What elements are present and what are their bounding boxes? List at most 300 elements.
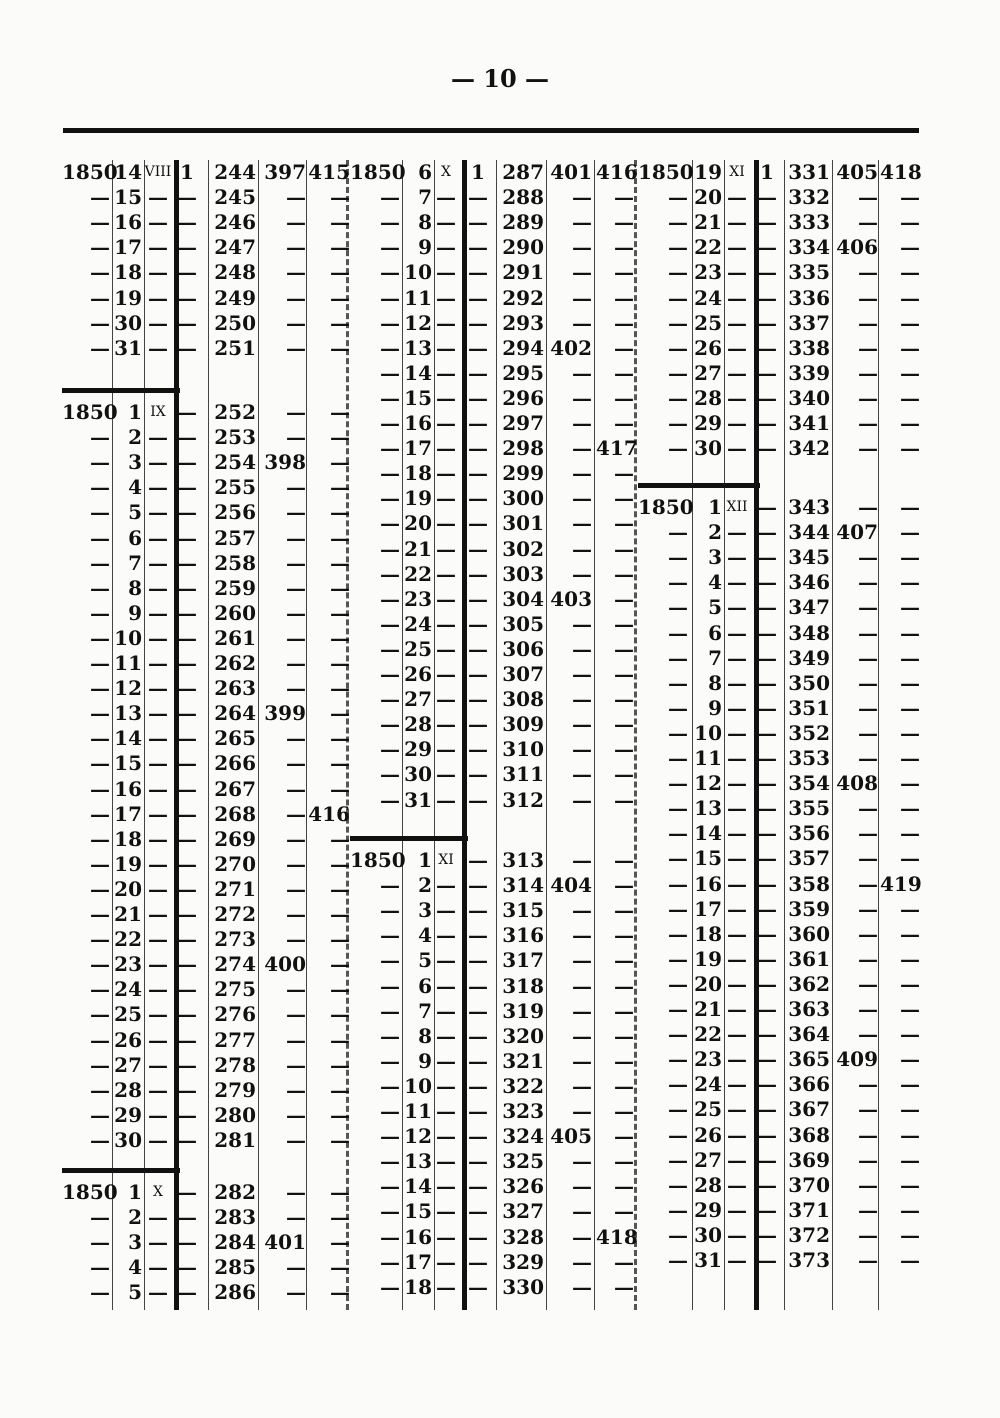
ref-cell: — — [858, 846, 878, 871]
year-cell: — — [380, 762, 400, 787]
day-cell: 14 — [114, 726, 142, 751]
day-cell: 10 — [404, 260, 432, 285]
ref-cell: — — [858, 1122, 878, 1147]
ref-cell: — — [286, 1052, 306, 1077]
day-cell: 29 — [114, 1102, 142, 1127]
ref-cell: — — [286, 776, 306, 801]
ref-cell: — — [858, 746, 878, 770]
flag-cell: — — [177, 977, 197, 1002]
year-cell: — — [380, 923, 400, 948]
month-cell: — — [436, 285, 456, 310]
table-row — [638, 595, 920, 620]
number-cell: 339 — [788, 360, 830, 385]
number-cell: 274 — [214, 952, 256, 977]
flag-cell: — — [468, 1048, 488, 1073]
month-cell: — — [727, 846, 747, 871]
table-row — [638, 646, 920, 671]
ref2-cell: — — [900, 645, 920, 670]
table-row — [62, 751, 348, 776]
ref2-cell: — — [900, 771, 920, 796]
table-row — [62, 1230, 348, 1255]
ref2-cell: — — [900, 210, 920, 235]
table-row — [638, 495, 920, 520]
ref2-cell: — — [900, 1097, 920, 1122]
ref-cell: — — [858, 645, 878, 670]
flag-cell: — — [468, 486, 488, 511]
ref-cell: — — [858, 1172, 878, 1197]
table-row — [62, 1255, 348, 1280]
flag-cell: — — [757, 1122, 777, 1147]
ref-cell: 400 — [264, 952, 306, 977]
table-row — [350, 1124, 636, 1149]
ref2-cell: — — [614, 1048, 634, 1073]
ref-cell: 399 — [264, 701, 306, 726]
year-cell: — — [380, 712, 400, 737]
year-cell: — — [90, 600, 110, 625]
month-cell: — — [727, 746, 747, 770]
table-row — [62, 185, 348, 210]
table-row — [62, 1280, 348, 1305]
number-cell: 373 — [788, 1248, 830, 1272]
flag-cell: — — [757, 1248, 777, 1272]
month-cell: — — [148, 977, 168, 1002]
month-cell: — — [727, 1022, 747, 1047]
table-row — [350, 386, 636, 411]
table-row — [350, 1275, 636, 1300]
day-cell: 16 — [404, 1224, 432, 1249]
ref2-cell: — — [614, 335, 634, 360]
day-cell: 31 — [404, 787, 432, 812]
year-cell: — — [90, 701, 110, 726]
month-cell: — — [436, 1073, 456, 1098]
table-row — [350, 311, 636, 336]
ref-cell: — — [572, 687, 592, 712]
ref-cell: — — [286, 1280, 306, 1305]
number-cell: 276 — [214, 1002, 256, 1027]
flag-cell: — — [177, 1102, 197, 1127]
ref2-cell: — — [330, 651, 350, 675]
ref-cell: — — [286, 310, 306, 335]
month-cell: — — [436, 436, 456, 461]
number-cell: 304 — [502, 586, 544, 611]
flag-cell: — — [177, 285, 197, 310]
month-cell: — — [148, 952, 168, 977]
table-row — [350, 1024, 636, 1049]
number-cell: 284 — [214, 1230, 256, 1255]
month-cell: — — [436, 1274, 456, 1299]
table-row — [350, 1099, 636, 1124]
ref2-cell: — — [900, 1172, 920, 1197]
number-cell: 272 — [214, 902, 256, 926]
ref-cell: — — [858, 185, 878, 210]
ref-cell: — — [286, 235, 306, 260]
ref2-cell: — — [614, 310, 634, 335]
ref2-cell: — — [330, 701, 350, 726]
ref2-cell: — — [900, 896, 920, 921]
year-cell: — — [668, 595, 688, 620]
flag-cell: — — [177, 425, 197, 450]
year-cell: — — [668, 821, 688, 846]
month-cell: — — [148, 575, 168, 600]
ref2-cell: — — [614, 285, 634, 310]
ref2-cell: — — [900, 821, 920, 846]
day-cell: 31 — [114, 335, 142, 360]
flag-cell: — — [468, 662, 488, 686]
ref-cell: — — [286, 575, 306, 600]
ref2-cell: 418 — [880, 160, 922, 184]
flag-cell: — — [177, 902, 197, 926]
ref-cell: — — [286, 801, 306, 826]
month-cell: — — [148, 500, 168, 525]
month-cell: — — [436, 586, 456, 611]
ref-cell: 407 — [836, 520, 878, 545]
ref-cell: — — [572, 611, 592, 636]
ref2-cell: — — [330, 902, 350, 926]
flag-cell: — — [177, 952, 197, 977]
number-cell: 347 — [788, 595, 830, 620]
day-cell: 18 — [114, 260, 142, 285]
flag-cell: — — [177, 651, 197, 675]
day-cell: 3 — [128, 450, 142, 475]
day-cell: 1 — [708, 495, 722, 519]
ref2-cell: — — [614, 762, 634, 787]
month-cell: — — [436, 873, 456, 898]
number-cell: 330 — [502, 1274, 544, 1299]
table-row — [62, 952, 348, 977]
day-cell: 10 — [694, 720, 722, 745]
flag-cell: — — [177, 801, 197, 826]
ref2-cell: — — [330, 977, 350, 1002]
ref2-cell: — — [614, 1249, 634, 1274]
flag-cell: — — [757, 1097, 777, 1122]
ref-cell: — — [286, 500, 306, 525]
year-cell: — — [668, 871, 688, 896]
year-cell: — — [380, 873, 400, 898]
number-cell: 361 — [788, 946, 830, 971]
year-cell: — — [90, 676, 110, 701]
ref-cell: — — [572, 235, 592, 260]
flag-cell: — — [468, 385, 488, 410]
table-row — [638, 721, 920, 746]
ref-cell: — — [858, 620, 878, 645]
ref2-cell: — — [900, 746, 920, 770]
flag-cell: — — [757, 495, 777, 519]
year-cell: — — [90, 1052, 110, 1077]
number-cell: 300 — [502, 486, 544, 511]
table-row — [350, 286, 636, 311]
ref2-cell: — — [900, 360, 920, 385]
table-row — [638, 997, 920, 1022]
flag-cell: — — [177, 235, 197, 260]
table-row — [638, 286, 920, 311]
ref2-cell: — — [900, 846, 920, 871]
day-cell: 13 — [694, 796, 722, 821]
number-cell: 371 — [788, 1197, 830, 1222]
month-cell: — — [148, 525, 168, 550]
number-cell: 333 — [788, 210, 830, 235]
table-row — [62, 235, 348, 260]
day-cell: 4 — [708, 570, 722, 595]
number-cell: 354 — [788, 771, 830, 796]
flag-cell: — — [468, 185, 488, 210]
flag-cell: — — [757, 846, 777, 871]
number-cell: 342 — [788, 436, 830, 461]
ref-cell: 402 — [550, 335, 592, 360]
table-row — [638, 671, 920, 696]
ref-cell: — — [286, 1102, 306, 1127]
year-cell: — — [668, 746, 688, 770]
month-cell: — — [436, 762, 456, 787]
ref-cell: — — [858, 495, 878, 519]
number-cell: 316 — [502, 923, 544, 948]
year-cell: — — [380, 360, 400, 385]
month-cell: — — [436, 411, 456, 435]
month-cell: — — [436, 536, 456, 561]
year-cell: — — [668, 310, 688, 335]
month-cell: — — [436, 787, 456, 812]
ref2-cell: — — [614, 1023, 634, 1048]
number-cell: 259 — [214, 575, 256, 600]
day-cell: 22 — [694, 1022, 722, 1047]
month-cell: — — [727, 1047, 747, 1072]
number-cell: 296 — [502, 385, 544, 410]
table-row — [638, 1047, 920, 1072]
number-cell: 317 — [502, 948, 544, 973]
year-cell: — — [380, 185, 400, 210]
ref-cell: — — [858, 821, 878, 846]
ref-cell: — — [858, 1222, 878, 1247]
ref2-cell: — — [330, 285, 350, 310]
day-cell: 16 — [404, 411, 432, 435]
month-cell: — — [148, 676, 168, 701]
number-cell: 303 — [502, 561, 544, 586]
table-row — [62, 400, 348, 425]
number-cell: 294 — [502, 335, 544, 360]
day-cell: 8 — [708, 670, 722, 695]
flag-cell: — — [468, 210, 488, 235]
number-cell: 244 — [214, 160, 256, 184]
ref-cell: — — [286, 1180, 306, 1204]
table-row — [350, 687, 636, 712]
number-cell: 325 — [502, 1149, 544, 1174]
ref2-cell: 416 — [308, 801, 350, 826]
table-row — [638, 520, 920, 545]
day-cell: 23 — [114, 952, 142, 977]
number-cell: 313 — [502, 848, 544, 872]
ref-cell: — — [572, 998, 592, 1023]
number-cell: 331 — [788, 160, 830, 184]
number-cell: 306 — [502, 636, 544, 661]
year-cell: — — [90, 927, 110, 952]
table-row — [350, 923, 636, 948]
table-row — [62, 802, 348, 827]
number-cell: 305 — [502, 611, 544, 636]
month-cell: — — [727, 796, 747, 821]
year-cell: — — [90, 1205, 110, 1230]
day-cell: 4 — [128, 1255, 142, 1280]
ref-cell: — — [572, 185, 592, 210]
table-row — [638, 1123, 920, 1148]
ref-cell: — — [286, 210, 306, 235]
ref-cell: — — [572, 636, 592, 661]
ref-cell: — — [572, 511, 592, 536]
ref2-cell: — — [614, 360, 634, 385]
day-cell: 16 — [694, 871, 722, 896]
ref-cell: — — [286, 260, 306, 285]
ref-cell: — — [572, 1149, 592, 1174]
ref-cell: 397 — [264, 160, 306, 184]
table-row — [350, 788, 636, 813]
year-cell: — — [668, 971, 688, 996]
table-row — [350, 260, 636, 285]
month-cell: — — [148, 625, 168, 650]
number-cell: 337 — [788, 310, 830, 335]
ref2-cell: — — [900, 335, 920, 360]
year-cell: — — [380, 1149, 400, 1174]
flag-cell: — — [468, 411, 488, 435]
number-cell: 353 — [788, 746, 830, 770]
year-cell: — — [668, 1172, 688, 1197]
number-cell: 344 — [788, 520, 830, 545]
block-separator — [638, 483, 760, 488]
month-cell: — — [148, 801, 168, 826]
month-cell: — — [436, 1099, 456, 1123]
ref2-cell: — — [330, 1077, 350, 1102]
ref2-cell: — — [614, 1149, 634, 1174]
flag-cell: — — [468, 1149, 488, 1174]
ref2-cell: — — [900, 1022, 920, 1047]
year-cell: — — [668, 185, 688, 210]
flag-cell: — — [468, 636, 488, 661]
ref2-cell: — — [900, 411, 920, 435]
ref-cell: — — [286, 425, 306, 450]
year-cell: 1850 — [62, 400, 118, 424]
ref2-cell: — — [330, 210, 350, 235]
table-row — [638, 771, 920, 796]
year-cell: — — [90, 625, 110, 650]
flag-cell: — — [757, 670, 777, 695]
ref2-cell: — — [614, 536, 634, 561]
flag-cell: — — [468, 335, 488, 360]
number-cell: 282 — [214, 1180, 256, 1204]
ref-cell: — — [858, 1248, 878, 1272]
ref-cell: — — [572, 285, 592, 310]
month-cell: — — [148, 776, 168, 801]
ref-cell: — — [286, 475, 306, 500]
day-cell: 15 — [404, 385, 432, 410]
day-cell: 30 — [114, 310, 142, 335]
number-cell: 357 — [788, 846, 830, 871]
table-row — [62, 551, 348, 576]
number-cell: 352 — [788, 720, 830, 745]
number-cell: 346 — [788, 570, 830, 595]
day-cell: 25 — [114, 1002, 142, 1027]
number-cell: 297 — [502, 411, 544, 435]
ref2-cell: — — [330, 450, 350, 475]
month-cell: — — [148, 260, 168, 285]
flag-cell: — — [757, 210, 777, 235]
ref2-cell: — — [614, 210, 634, 235]
month-cell: — — [727, 946, 747, 971]
number-cell: 369 — [788, 1147, 830, 1172]
block-separator — [350, 836, 468, 841]
year-cell: — — [380, 486, 400, 511]
flag-cell: — — [757, 871, 777, 896]
table-row — [638, 746, 920, 771]
day-cell: 16 — [114, 210, 142, 235]
ref-cell: — — [858, 997, 878, 1021]
year-cell: — — [380, 260, 400, 285]
year-cell: — — [90, 450, 110, 475]
number-cell: 308 — [502, 687, 544, 712]
table-row — [638, 1198, 920, 1223]
table-row — [638, 210, 920, 235]
day-cell: 6 — [128, 525, 142, 550]
day-cell: 17 — [114, 801, 142, 826]
day-cell: 18 — [114, 826, 142, 851]
year-cell: — — [380, 335, 400, 360]
panel-1 — [62, 160, 348, 1310]
month-cell: — — [727, 260, 747, 285]
ref2-cell: — — [330, 676, 350, 701]
number-cell: 299 — [502, 461, 544, 486]
day-cell: 21 — [404, 536, 432, 561]
month-cell: — — [436, 335, 456, 360]
number-cell: 262 — [214, 651, 256, 675]
number-cell: 326 — [502, 1174, 544, 1199]
ref2-cell: — — [614, 636, 634, 661]
ref-cell: — — [858, 1197, 878, 1222]
ref2-cell: — — [614, 385, 634, 410]
flag-cell: — — [757, 1022, 777, 1047]
year-cell: — — [380, 1249, 400, 1274]
ref2-cell: — — [900, 620, 920, 645]
year-cell: — — [90, 425, 110, 450]
ref-cell: — — [572, 848, 592, 872]
table-row — [62, 450, 348, 475]
month-cell: VIII — [144, 164, 172, 180]
table-row — [638, 972, 920, 997]
flag-cell: — — [757, 946, 777, 971]
flag-cell: — — [757, 411, 777, 435]
year-cell: — — [668, 695, 688, 720]
day-cell: 6 — [418, 160, 432, 184]
ref-cell: — — [572, 898, 592, 923]
number-cell: 363 — [788, 997, 830, 1021]
ref2-cell: — — [330, 185, 350, 210]
day-cell: 27 — [114, 1052, 142, 1077]
flag-cell: 1 — [471, 160, 485, 184]
ref-cell: — — [572, 712, 592, 737]
year-cell: — — [668, 645, 688, 670]
month-cell: — — [727, 360, 747, 385]
month-cell: — — [148, 310, 168, 335]
number-cell: 356 — [788, 821, 830, 846]
month-cell: — — [436, 1149, 456, 1174]
month-cell: — — [148, 876, 168, 901]
ref-cell: — — [858, 385, 878, 410]
day-cell: 17 — [114, 235, 142, 260]
year-cell: — — [90, 1102, 110, 1127]
ref-cell: — — [286, 676, 306, 701]
month-cell: — — [436, 1048, 456, 1073]
ref2-cell: — — [330, 1127, 350, 1152]
month-cell: — — [727, 1172, 747, 1197]
year-cell: — — [668, 1072, 688, 1097]
ref-cell: — — [572, 662, 592, 686]
flag-cell: — — [757, 1197, 777, 1222]
year-cell: — — [668, 1047, 688, 1072]
